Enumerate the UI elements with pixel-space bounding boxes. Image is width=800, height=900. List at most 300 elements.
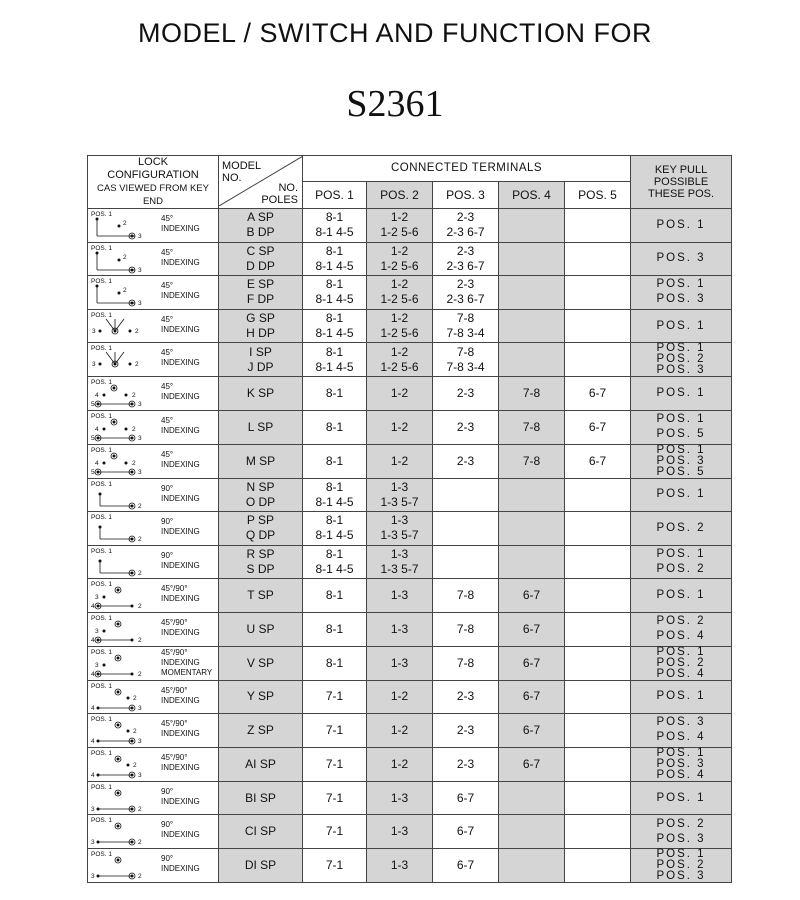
indexing-label: 45° INDEXING — [161, 348, 200, 368]
model-cell-line: BI SP — [245, 790, 276, 805]
lock-diagram-icon — [90, 547, 160, 578]
pos3-cell — [433, 545, 499, 579]
pos5-cell — [565, 242, 631, 276]
key-pull-cell-line: POS. 2 — [656, 353, 706, 366]
pos2-cell-line: 1-2 — [390, 453, 409, 468]
model-cell-line: S DP — [246, 562, 275, 577]
pos2-cell — [367, 276, 433, 310]
pos1-cell-line: 8-1 — [325, 419, 344, 434]
model-cell-line: Q DP — [245, 528, 276, 543]
diagram-label: 2 — [132, 459, 136, 467]
diagram-label: 2 — [138, 636, 142, 644]
pos4-cell — [499, 478, 565, 512]
model-cell-line: U SP — [246, 621, 275, 636]
indexing-label: 90° INDEXING — [161, 483, 200, 503]
diagram-label: 3 — [92, 327, 96, 335]
key-pull-cell-line: POS. 4 — [656, 667, 706, 680]
diagram-label: 4 — [95, 425, 99, 433]
pos3-cell — [433, 680, 499, 714]
pos1-cell-line: 8-1 4-5 — [315, 326, 354, 341]
indexing-label: 45° INDEXING — [161, 314, 200, 334]
pos2-cell-line: 1-3 — [390, 857, 409, 872]
key-pull-cell-line: POS. 2 — [656, 858, 706, 871]
pos1-cell — [303, 512, 367, 546]
model-cell-line: A SP — [247, 210, 274, 225]
pos2-cell-line: 1-2 — [390, 243, 409, 258]
pos3-cell — [433, 781, 499, 815]
table-row — [88, 579, 732, 613]
pos5-cell — [565, 410, 631, 444]
key-pull-cell-line: POS. 1 — [656, 847, 706, 860]
model-cell-line: Y SP — [246, 689, 275, 704]
diagram-label: 2 — [138, 670, 142, 678]
pos1-cell-line: 7-1 — [325, 689, 344, 704]
pos2-cell — [367, 309, 433, 343]
lock-diagram-icon — [90, 749, 160, 780]
pos2-cell — [367, 612, 433, 646]
pos1-cell — [303, 781, 367, 815]
model-cell-line: I SP — [249, 344, 272, 359]
indexing-label: 45°/90° INDEXING — [161, 719, 200, 739]
pos2-cell-line: 1-3 — [390, 790, 409, 805]
key-pull-cell-line: POS. 1 — [656, 443, 706, 456]
pos1-cell — [303, 579, 367, 613]
diagram-label: POS. 1 — [91, 648, 112, 656]
pos4-cell — [499, 545, 565, 579]
table-row — [88, 747, 732, 781]
diagram-label: 3 — [138, 771, 142, 779]
pos4-cell — [499, 242, 565, 276]
diagram-label: POS. 1 — [91, 211, 112, 218]
model-cell — [219, 781, 303, 815]
pos2-cell — [367, 377, 433, 411]
key-pull-cell — [631, 377, 732, 411]
model-cell — [219, 377, 303, 411]
diagram-label: 3 — [91, 872, 95, 880]
key-pull-cell — [631, 444, 732, 478]
pos2-cell — [367, 579, 433, 613]
indexing-label: 90° INDEXING — [161, 786, 200, 806]
indexing-label: 45° INDEXING — [161, 449, 200, 469]
lock-config-cell — [88, 781, 219, 815]
pos5-cell — [565, 747, 631, 781]
key-pull-cell-line: POS. 1 — [656, 387, 706, 400]
pos5-cell — [565, 781, 631, 815]
pos4-cell — [499, 512, 565, 546]
pos1-cell-line: 8-1 4-5 — [315, 225, 354, 240]
diagram-label: POS. 1 — [91, 311, 112, 319]
diagram-label: 3 — [95, 627, 99, 635]
pos1-cell — [303, 646, 367, 680]
table-row — [88, 512, 732, 546]
diagram-label: 3 — [138, 468, 142, 476]
pos1-cell — [303, 478, 367, 512]
pos1-cell-line: 8-1 — [325, 621, 344, 636]
pos3-cell — [433, 747, 499, 781]
pos1-cell — [303, 680, 367, 714]
table-row — [88, 646, 732, 680]
pos1-cell — [303, 377, 367, 411]
diagram-label: POS. 1 — [91, 716, 112, 724]
diagram-label: 3 — [138, 401, 142, 409]
key-pull-cell — [631, 242, 732, 276]
lock-diagram-icon — [90, 513, 160, 544]
pos4-cell — [499, 209, 565, 243]
indexing-label: 90° INDEXING — [161, 550, 200, 570]
pos3-cell-line: 2-3 — [456, 243, 475, 258]
pos5-cell — [565, 680, 631, 714]
pos5-cell — [565, 276, 631, 310]
pos1-cell — [303, 343, 367, 377]
pos3-cell-line: 7-8 — [456, 344, 475, 359]
lock-config-cell — [88, 680, 219, 714]
lock-diagram-icon — [90, 378, 160, 409]
pos3-cell — [433, 309, 499, 343]
pos3-cell — [433, 579, 499, 613]
diagram-label: 3 — [95, 594, 99, 602]
table-row — [88, 545, 732, 579]
diagram-label: 5 — [91, 468, 95, 476]
key-pull-header: KEY PULL POSSIBLE THESE POS. — [631, 156, 732, 209]
diagram-label: 2 — [132, 392, 136, 400]
lock-config-cell — [88, 714, 219, 748]
pos5-cell — [565, 612, 631, 646]
key-pull-cell — [631, 512, 732, 546]
lock-config-cell — [88, 512, 219, 546]
diagram-label: 2 — [138, 603, 142, 611]
diagram-label: 2 — [135, 327, 139, 335]
pos2-cell — [367, 209, 433, 243]
lock-diagram-icon — [90, 210, 160, 241]
pos3-cell — [433, 410, 499, 444]
pos5-cell — [565, 478, 631, 512]
pos5-cell — [565, 377, 631, 411]
model-cell-line: B DP — [246, 225, 275, 240]
key-pull-cell-line: POS. 1 — [656, 278, 706, 291]
key-pull-cell-line: POS. 5 — [656, 428, 706, 441]
pos2-cell-line: 1-2 — [390, 386, 409, 401]
diagram-label: 3 — [91, 839, 95, 847]
switch-function-table — [87, 155, 732, 883]
table-row — [88, 276, 732, 310]
pos4-header: POS. 4 — [499, 181, 565, 208]
diagram-label: 4 — [95, 459, 99, 467]
table-row — [88, 815, 732, 849]
pos2-cell-line: 1-2 — [390, 722, 409, 737]
pos3-cell-line: 7-8 — [456, 621, 475, 636]
indexing-label: 45°/90° INDEXING — [161, 752, 200, 772]
pos3-cell — [433, 209, 499, 243]
pos1-cell-line: 8-1 — [325, 386, 344, 401]
pos5-cell — [565, 343, 631, 377]
table-row — [88, 242, 732, 276]
model-cell — [219, 579, 303, 613]
diagram-label: 3 — [95, 661, 99, 669]
pos3-cell-line: 6-7 — [456, 790, 475, 805]
pos3-cell-line: 2-3 6-7 — [446, 258, 485, 273]
lock-config-cell — [88, 545, 219, 579]
key-pull-cell-line: POS. 1 — [656, 218, 706, 231]
indexing-label: 45° INDEXING — [161, 382, 200, 402]
pos2-cell-line: 1-3 — [390, 479, 409, 494]
pos4-cell — [499, 646, 565, 680]
pos4-cell-line: 6-7 — [522, 722, 541, 737]
pos3-cell — [433, 646, 499, 680]
pos5-cell — [565, 512, 631, 546]
indexing-label: 90° INDEXING — [161, 820, 200, 840]
pos1-cell-line: 8-1 — [325, 655, 344, 670]
indexing-label: 45°/90° INDEXING MOMENTARY — [161, 647, 213, 677]
diagram-label: 4 — [91, 771, 95, 779]
pos3-cell-line: 2-3 — [456, 689, 475, 704]
pos3-cell — [433, 848, 499, 882]
pos2-cell — [367, 545, 433, 579]
pos2-cell-line: 1-2 — [390, 210, 409, 225]
diagram-label: 4 — [91, 670, 95, 678]
model-cell-line: M SP — [245, 453, 276, 468]
key-pull-cell-line: POS. 1 — [656, 548, 706, 561]
pos5-header: POS. 5 — [565, 181, 631, 208]
key-pull-cell-line: POS. 2 — [656, 817, 706, 830]
pos2-cell-line: 1-2 — [390, 756, 409, 771]
pos1-cell-line: 8-1 — [325, 479, 344, 494]
key-pull-cell-line: POS. 1 — [656, 690, 706, 703]
pos3-cell-line: 2-3 — [456, 722, 475, 737]
diagram-label: POS. 1 — [91, 480, 112, 488]
key-pull-cell-line: POS. 3 — [656, 454, 706, 467]
key-pull-cell-line: POS. 3 — [656, 364, 706, 377]
diagram-label: 4 — [95, 392, 99, 400]
pos1-cell-line: 8-1 4-5 — [315, 494, 354, 509]
key-pull-cell-line: POS. 4 — [656, 768, 706, 781]
pos1-cell-line: 8-1 4-5 — [315, 528, 354, 543]
model-cell-line: T SP — [247, 588, 274, 603]
key-pull-cell-line: POS. 5 — [656, 465, 706, 478]
model-cell-line: J DP — [247, 359, 274, 374]
pos3-cell — [433, 276, 499, 310]
model-cell — [219, 612, 303, 646]
diagram-label: 3 — [138, 233, 142, 240]
pos4-cell-line: 6-7 — [522, 621, 541, 636]
key-pull-cell-line: POS. 2 — [656, 521, 706, 534]
pos3-cell-line: 7-8 — [456, 588, 475, 603]
key-pull-cell — [631, 545, 732, 579]
pos4-cell — [499, 747, 565, 781]
diagram-label: 2 — [138, 805, 142, 813]
model-cell — [219, 276, 303, 310]
lock-config-cell — [88, 612, 219, 646]
pos2-cell-line: 1-2 5-6 — [380, 292, 419, 307]
pos3-cell — [433, 815, 499, 849]
pos3-cell-line: 6-7 — [456, 824, 475, 839]
pos1-cell — [303, 612, 367, 646]
diagram-label: POS. 1 — [91, 412, 112, 420]
key-pull-cell — [631, 714, 732, 748]
diagram-label: 2 — [138, 839, 142, 847]
pos1-cell-line: 8-1 — [325, 547, 344, 562]
pos2-cell-line: 1-3 — [390, 547, 409, 562]
diagram-label: POS. 1 — [91, 547, 112, 555]
lock-diagram-icon — [90, 682, 160, 713]
key-pull-cell-line: POS. 4 — [656, 630, 706, 643]
diagram-label: 5 — [91, 401, 95, 409]
diagram-label: 2 — [135, 361, 139, 369]
pos2-cell-line: 1-2 — [390, 311, 409, 326]
pos2-cell-line: 1-3 — [390, 513, 409, 528]
model-cell — [219, 478, 303, 512]
pos2-cell-line: 1-2 — [390, 277, 409, 292]
pos3-cell-line: 7-8 3-4 — [446, 326, 485, 341]
model-cell — [219, 343, 303, 377]
lock-config-header: LOCK CONFIGURATION CAS VIEWED FROM KEY END — [88, 156, 219, 209]
diagram-label: POS. 1 — [91, 850, 112, 858]
pos2-cell — [367, 815, 433, 849]
table-row — [88, 410, 732, 444]
key-pull-cell-line: POS. 1 — [656, 645, 706, 658]
diagram-label: 5 — [91, 434, 95, 442]
pos1-cell-line: 8-1 — [325, 210, 344, 225]
indexing-label: 45°/90° INDEXING — [161, 685, 200, 705]
pos5-cell — [565, 646, 631, 680]
key-pull-cell-line: POS. 1 — [656, 413, 706, 426]
diagram-label: 3 — [138, 704, 142, 712]
pos2-cell-line: 1-3 5-7 — [380, 562, 419, 577]
table-row — [88, 377, 732, 411]
model-cell-line: P SP — [246, 513, 275, 528]
pos2-cell-line: 1-2 5-6 — [380, 326, 419, 341]
pos2-cell — [367, 747, 433, 781]
indexing-label: 90° INDEXING — [161, 853, 200, 873]
model-cell-line: G SP — [246, 311, 275, 326]
pos4-cell — [499, 276, 565, 310]
model-number: S2361 — [346, 83, 444, 125]
key-pull-cell-line: POS. 1 — [656, 319, 706, 332]
key-pull-cell-line: POS. 2 — [656, 615, 706, 628]
pos2-cell — [367, 410, 433, 444]
pos2-cell-line: 1-2 5-6 — [380, 225, 419, 240]
pos4-cell-line: 7-8 — [522, 419, 541, 434]
key-pull-cell-line: POS. 2 — [656, 656, 706, 669]
pos1-cell-line: 8-1 — [325, 243, 344, 258]
pos2-cell-line: 1-3 — [390, 655, 409, 670]
pos5-cell — [565, 209, 631, 243]
lock-config-cell — [88, 410, 219, 444]
table-row — [88, 781, 732, 815]
diagram-label: 2 — [133, 694, 137, 702]
pos1-cell-line: 8-1 4-5 — [315, 292, 354, 307]
pos3-cell-line: 2-3 6-7 — [446, 292, 485, 307]
model-cell — [219, 410, 303, 444]
pos1-cell-line: 8-1 4-5 — [315, 562, 354, 577]
diagram-label: 3 — [91, 805, 95, 813]
pos4-cell — [499, 343, 565, 377]
model-cell — [219, 444, 303, 478]
model-cell — [219, 512, 303, 546]
pos4-cell-line: 6-7 — [522, 756, 541, 771]
lock-config-cell — [88, 309, 219, 343]
pos1-cell — [303, 747, 367, 781]
pos5-cell-line: 6-7 — [588, 453, 607, 468]
model-cell-line: AI SP — [245, 756, 276, 771]
key-pull-cell-line: POS. 3 — [656, 832, 706, 845]
diagram-label: 2 — [138, 536, 142, 544]
diagram-label: POS. 1 — [91, 379, 112, 387]
diagram-label: 2 — [133, 761, 137, 769]
key-pull-cell — [631, 646, 732, 680]
model-cell-line: K SP — [246, 386, 275, 401]
diagram-label: 4 — [91, 603, 95, 611]
diagram-label: 2 — [138, 502, 142, 510]
indexing-label: 45° INDEXING — [161, 247, 200, 267]
pos4-cell — [499, 579, 565, 613]
lock-config-cell — [88, 848, 219, 882]
key-pull-cell — [631, 343, 732, 377]
key-pull-cell — [631, 747, 732, 781]
pos4-cell — [499, 815, 565, 849]
diagram-label: 2 — [132, 425, 136, 433]
lock-diagram-icon — [90, 311, 160, 342]
pos1-cell — [303, 848, 367, 882]
lock-diagram-icon — [90, 580, 160, 611]
diagram-label: 3 — [138, 434, 142, 442]
indexing-label: 90° INDEXING — [161, 517, 200, 537]
key-pull-cell — [631, 680, 732, 714]
model-cell — [219, 815, 303, 849]
table-row — [88, 209, 732, 243]
table-row — [88, 478, 732, 512]
model-poles-header: MODEL NO. NO. POLES — [219, 156, 303, 209]
lock-config-cell — [88, 579, 219, 613]
lock-diagram-icon — [90, 412, 160, 443]
key-pull-cell-line: POS. 3 — [656, 293, 706, 306]
indexing-label: 45° INDEXING — [161, 281, 200, 301]
pos1-cell — [303, 815, 367, 849]
table-row — [88, 444, 732, 478]
pos3-cell — [433, 512, 499, 546]
pos4-cell — [499, 444, 565, 478]
table-row — [88, 680, 732, 714]
pos5-cell — [565, 309, 631, 343]
pos1-cell-line: 7-1 — [325, 790, 344, 805]
lock-diagram-icon — [90, 715, 160, 746]
pos3-cell — [433, 612, 499, 646]
lock-config-cell — [88, 343, 219, 377]
lock-diagram-icon — [90, 850, 160, 881]
model-cell-line: D DP — [246, 258, 275, 273]
diagram-label: POS. 1 — [91, 783, 112, 791]
lock-config-cell — [88, 478, 219, 512]
key-pull-cell-line: POS. 1 — [656, 791, 706, 804]
diagram-label: POS. 1 — [91, 278, 112, 286]
pos2-cell-line: 1-3 — [390, 588, 409, 603]
pos2-cell — [367, 680, 433, 714]
pos3-cell-line: 2-3 — [456, 386, 475, 401]
key-pull-cell — [631, 815, 732, 849]
table-row — [88, 309, 732, 343]
model-cell — [219, 209, 303, 243]
pos2-cell-line: 1-2 5-6 — [380, 258, 419, 273]
pos2-cell — [367, 242, 433, 276]
model-cell-line: N SP — [246, 479, 275, 494]
model-cell — [219, 848, 303, 882]
lock-diagram-icon — [90, 614, 160, 645]
pos1-cell-line: 7-1 — [325, 857, 344, 872]
lock-config-cell — [88, 444, 219, 478]
key-pull-cell — [631, 781, 732, 815]
indexing-label: 45° INDEXING — [161, 415, 200, 435]
key-pull-cell — [631, 478, 732, 512]
pos3-cell-line: 7-8 3-4 — [446, 359, 485, 374]
